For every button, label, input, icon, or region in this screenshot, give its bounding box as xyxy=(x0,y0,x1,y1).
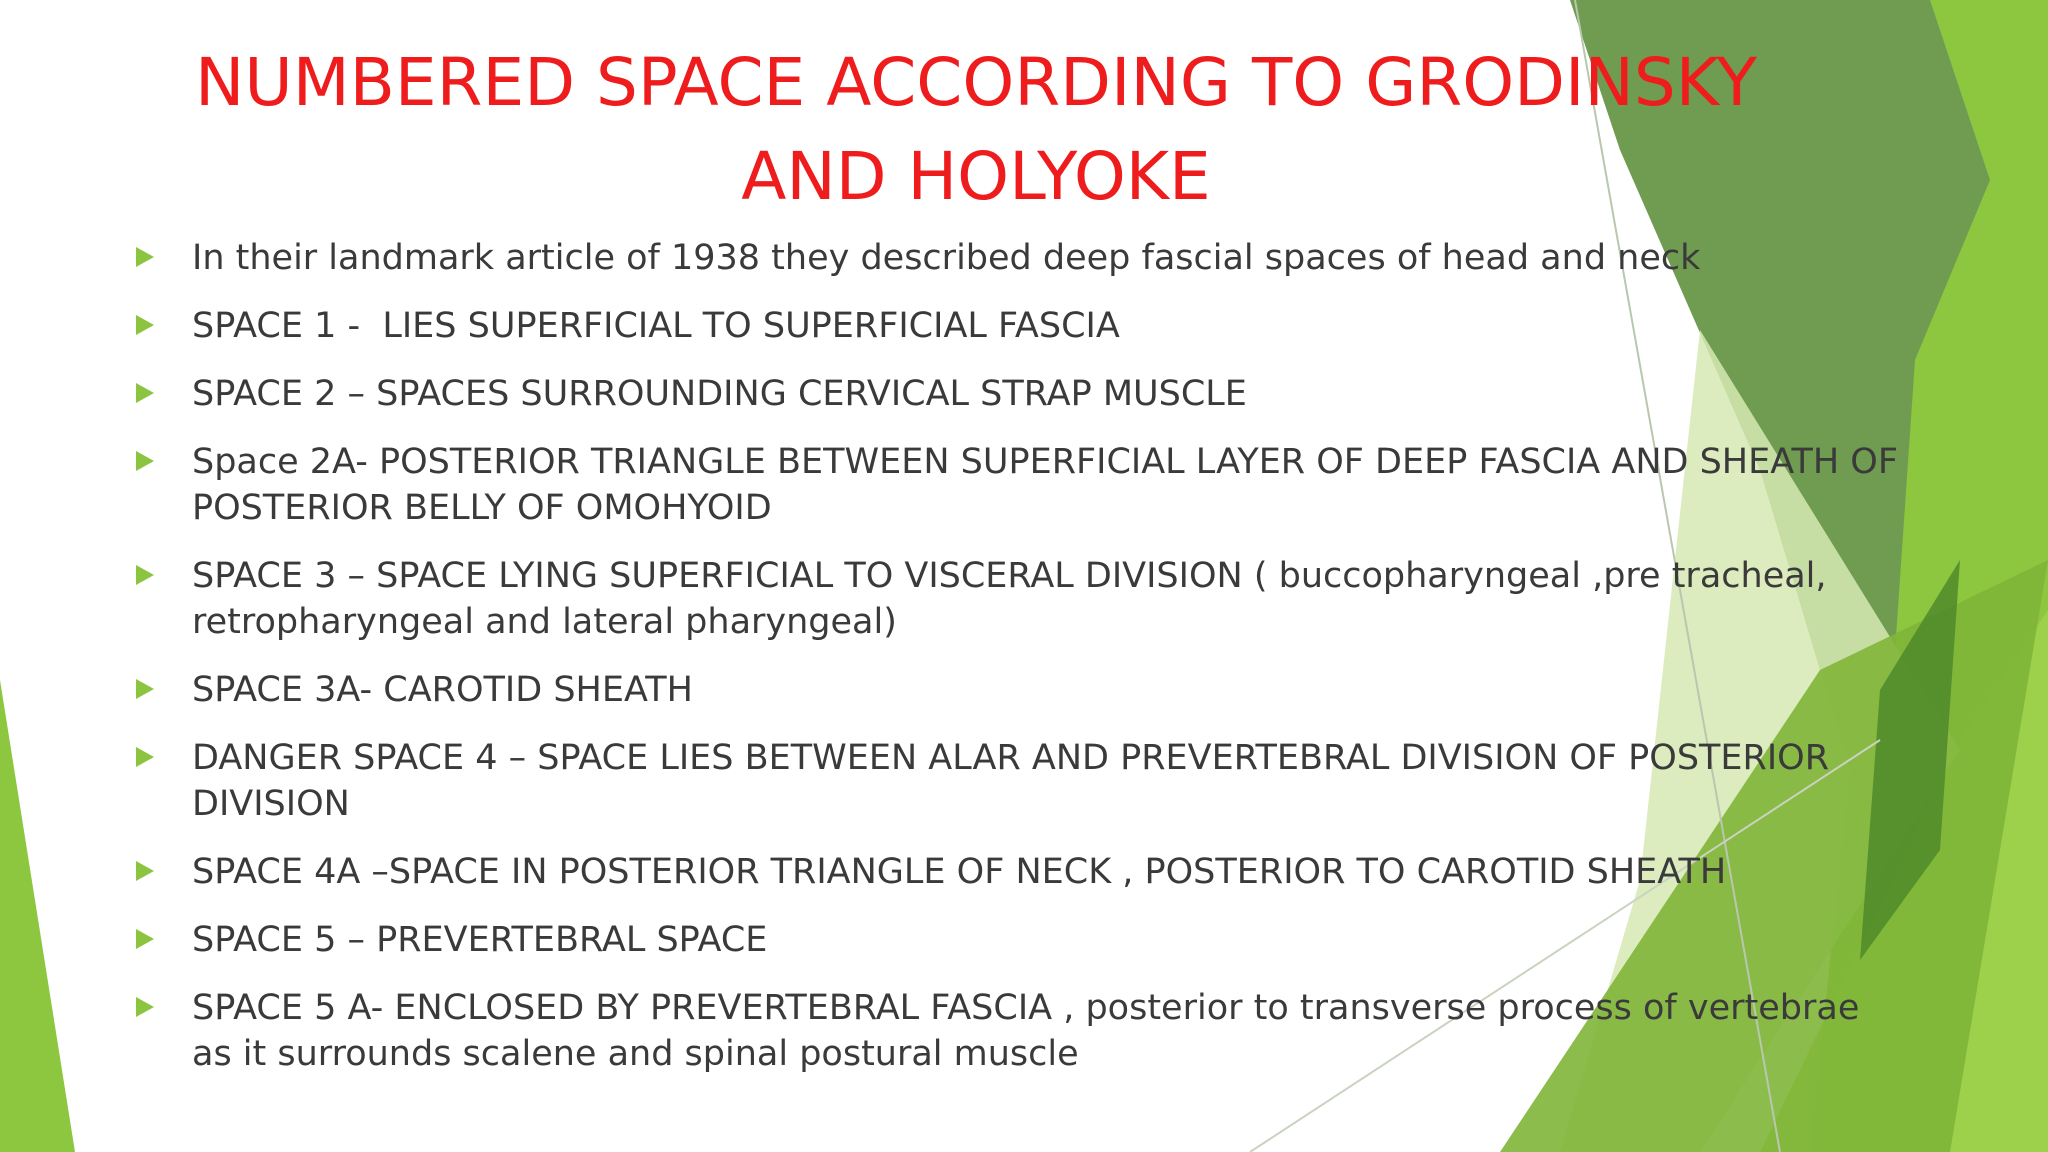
bullet-arrow-icon xyxy=(136,451,154,471)
bullet-item-6 xyxy=(128,667,1908,713)
bullet-text: Space 2A- POSTERIOR TRIANGLE BETWEEN SUPERFICIAL LAYER OF DEEP FASCIA AND SHEATH OF POSTERIOR BELLY OF OMOHYOID xyxy=(192,442,1910,528)
bullet-text: SPACE 3A- CAROTID SHEATH xyxy=(192,670,693,710)
bullet-arrow-icon xyxy=(136,929,154,949)
bullet-arrow-icon xyxy=(136,383,154,403)
bullet-text: DANGER SPACE 4 – SPACE LIES BETWEEN ALAR AND PREVERTEBRAL DIVISION OF POSTERIOR DIVISION xyxy=(192,738,1841,824)
left-green-sliver xyxy=(0,680,75,1152)
bullet-item-7 xyxy=(128,735,1908,827)
bullet-list xyxy=(128,235,1908,1099)
bullet-arrow-icon xyxy=(136,247,154,267)
bullet-arrow-icon xyxy=(136,679,154,699)
bullet-text: SPACE 2 – SPACES SURROUNDING CERVICAL STRAP MUSCLE xyxy=(192,374,1247,414)
bullet-text: SPACE 5 – PREVERTEBRAL SPACE xyxy=(192,920,768,960)
bullet-arrow-icon xyxy=(136,315,154,335)
bullet-item-10 xyxy=(128,985,1908,1077)
bullet-text: SPACE 4A –SPACE IN POSTERIOR TRIANGLE OF NECK , POSTERIOR TO CAROTID SHEATH xyxy=(192,852,1727,892)
slide-title: NUMBERED SPACE ACCORDING TO GRODINSKY AND HOLYOKE xyxy=(195,44,1757,215)
bullet-item-2 xyxy=(128,303,1908,349)
bullet-item-1 xyxy=(128,235,1908,281)
bullet-arrow-icon xyxy=(136,747,154,767)
bullet-text: In their landmark article of 1938 they described deep fascial spaces of head and neck xyxy=(192,238,1701,278)
bullet-text: SPACE 5 A- ENCLOSED BY PREVERTEBRAL FASCIA , posterior to transverse process of vertebrae as it surrounds scalene and spinal postural muscle xyxy=(192,988,1871,1074)
bullet-arrow-icon xyxy=(136,565,154,585)
bullet-item-4 xyxy=(128,439,1908,531)
bullet-arrow-icon xyxy=(136,861,154,881)
bullet-arrow-icon xyxy=(136,997,154,1017)
bullet-item-5 xyxy=(128,553,1908,645)
bullet-item-3 xyxy=(128,371,1908,417)
bullet-item-9 xyxy=(128,917,1908,963)
bullet-item-8 xyxy=(128,849,1908,895)
bullet-text: SPACE 3 – SPACE LYING SUPERFICIAL TO VISCERAL DIVISION ( buccopharyngeal ,pre tracheal, retropharyngeal and lateral pharyngeal) xyxy=(192,556,1838,642)
bullet-text: SPACE 1 - LIES SUPERFICIAL TO SUPERFICIAL FASCIA xyxy=(192,306,1120,346)
